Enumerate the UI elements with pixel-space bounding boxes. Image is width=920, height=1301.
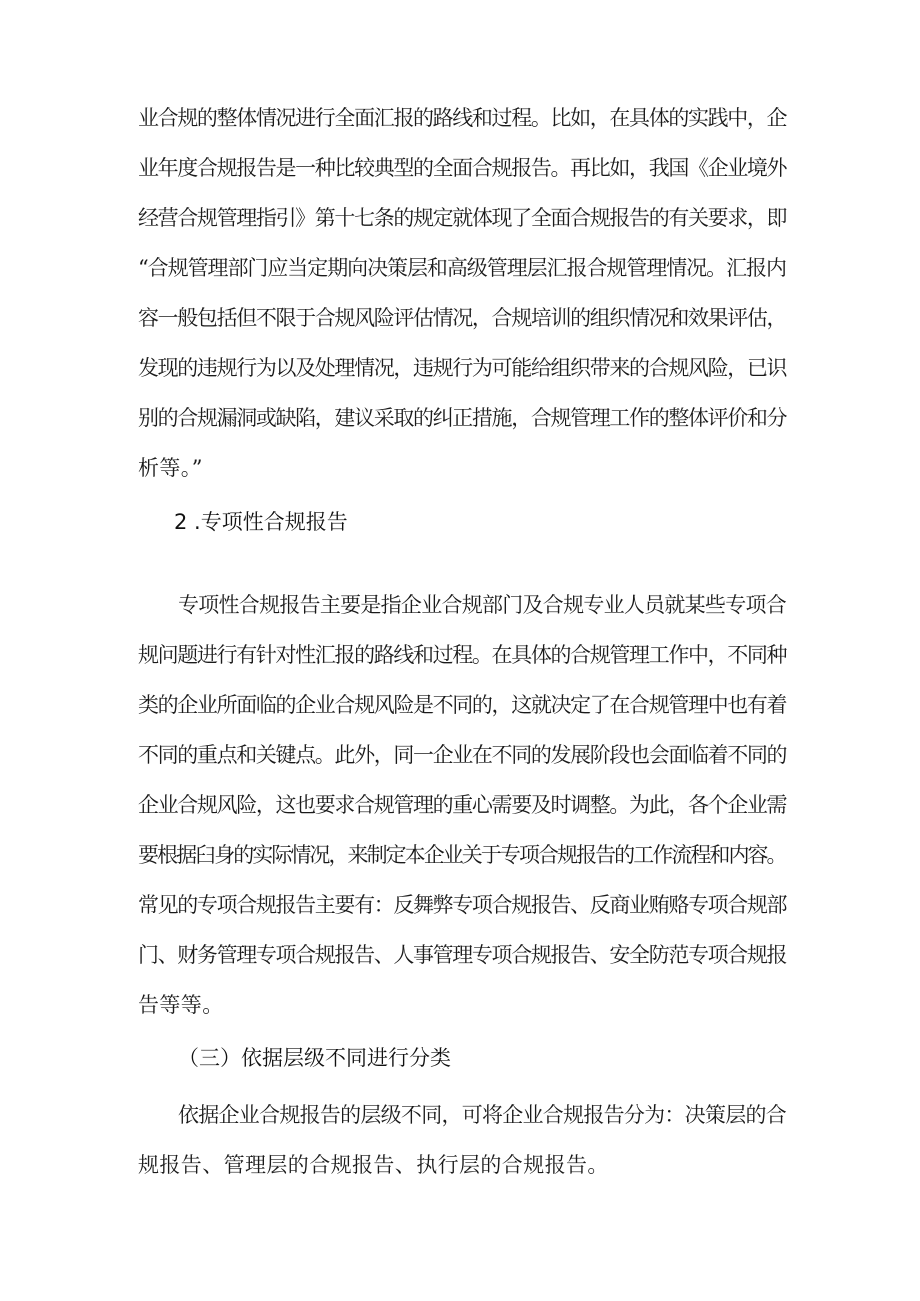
intro-line-3: 经营合规管理指引》第十七条的规定就体现了全面合规报告的有关要求，即 [138, 206, 787, 230]
intro-line-4: “合规管理部门应当定期向决策层和高级管理层汇报合规管理情况。汇报内 [138, 256, 786, 280]
intro-line-5: 容一般包括但不限于合规风险评估情况，合规培训的组织情况和效果评估， [138, 306, 787, 330]
special-line-7: 常见的专项合规报告主要有：反舞弊专项合规报告、反商业贿赂专项合规部 [138, 893, 787, 917]
level-line-2: 规报告、管理层的合规报告、执行层的合规报告。 [138, 1153, 609, 1177]
special-line-5: 企业合规风险，这也要求合规管理的重心需要及时调整。为此，各个企业需 [138, 793, 787, 817]
special-line-1: 专项性合规报告主要是指企业合规部门及合规专业人员就某些专项合 [178, 593, 786, 617]
special-line-9: 告等等。 [138, 993, 224, 1017]
special-line-4: 不同的重点和关键点。此外，同一企业在不同的发展阶段也会面临着不同的 [138, 743, 787, 767]
special-line-2: 规问题进行有针对性汇报的路线和过程。在具体的合规管理工作中，不同种 [138, 643, 787, 667]
special-line-8: 门、财务管理专项合规报告、人事管理专项合规报告、安全防范专项合规报 [138, 943, 787, 967]
intro-line-2: 业年度合规报告是一种比较典型的全面合规报告。再比如，我国《企业境外 [138, 156, 787, 180]
section-heading-by-level: （三）依据层级不同进行分类 [178, 1046, 451, 1070]
intro-line-1: 业合规的整体情况进行全面汇报的路线和过程。比如，在具体的实践中，企 [138, 106, 787, 130]
section-heading-special-report: 2 .专项性合规报告 [174, 510, 348, 534]
intro-line-8: 析等。” [138, 456, 203, 480]
special-line-6: 要根据臼身的实际情况，来制定本企业关于专项合规报告的工作流程和内容。 [138, 843, 786, 867]
intro-line-6: 发现的违规行为以及处理情况，违规行为可能给组织带来的合规风险，已识 [138, 356, 787, 380]
level-line-1: 依据企业合规报告的层级不同，可将企业合规报告分为：决策层的合 [178, 1103, 786, 1127]
special-line-3: 类的企业所面临的企业合规风险是不同的，这就决定了在合规管理中也有着 [138, 693, 787, 717]
intro-line-7: 别的合规漏洞或缺陷，建议采取的纠正措施，合规管理工作的整体评价和分 [138, 406, 787, 430]
